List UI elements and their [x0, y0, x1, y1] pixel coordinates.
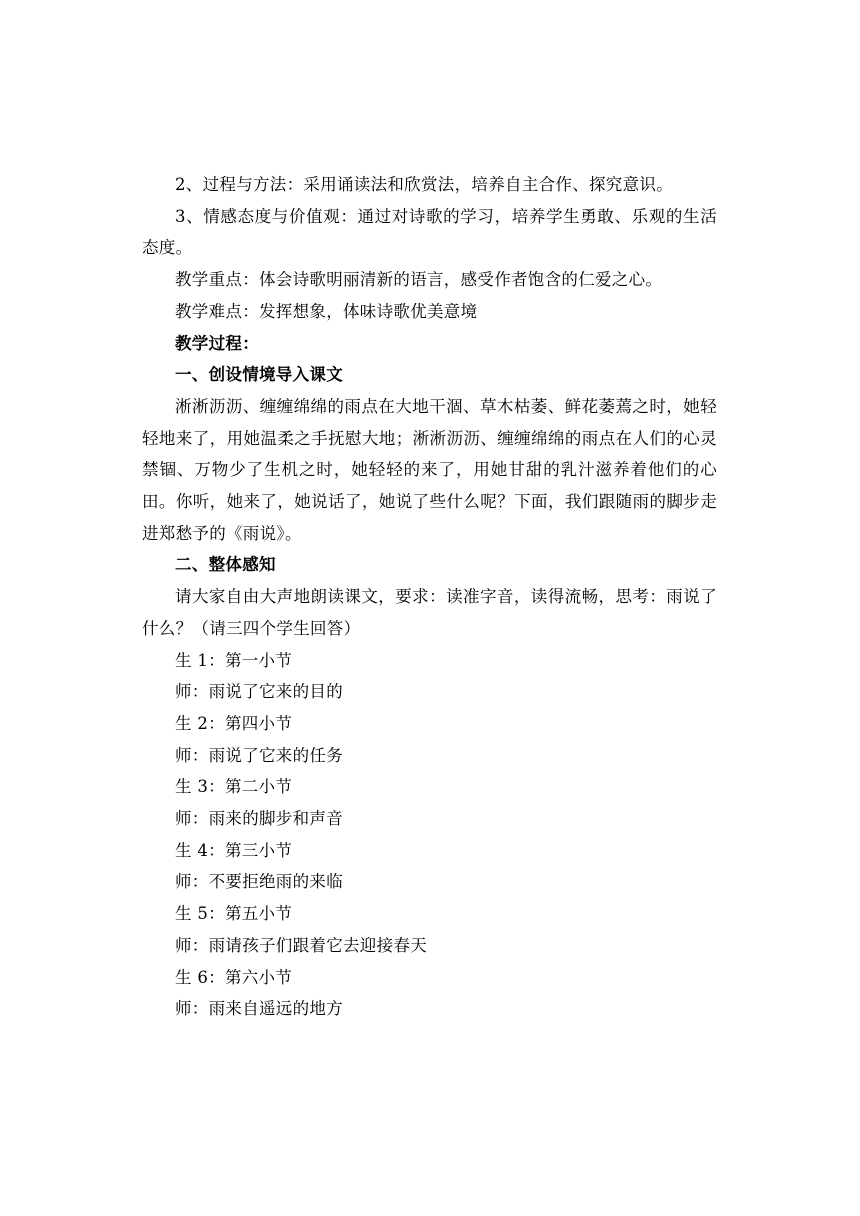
dialogue-line: 生 3：第二小节: [175, 777, 293, 797]
dialogue-line: 生 1：第一小节: [175, 650, 293, 670]
dialogue-line: 师：雨来自遥远的地方: [175, 999, 343, 1019]
dialogue-line: 师：雨请孩子们跟着它去迎接春天: [175, 935, 427, 955]
intro-paragraph: 淅淅沥沥、缠缠绵绵的雨点在大地干涸、草木枯萎、鲜花萎蔫之时，她轻轻地来了，用她温柔之手抚慰大地；淅淅沥沥、缠缠绵绵的雨点在人们的心灵禁锢、万物少了生机之时，她轻轻的来了，用她甘甜的乳汁滋养着他们的心田。你听，她来了，她说话了，她说了些什么呢？下面，我们跟随雨的脚步走进郑愁予的《雨说》。: [142, 396, 717, 543]
teaching-difficulty: 教学难点：发挥想象，体味诗歌优美意境: [175, 301, 478, 321]
dialogue-line: 师：不要拒绝雨的来临: [175, 872, 343, 892]
document-body: [142, 169, 717, 1025]
teaching-key-point: 教学重点：体会诗歌明丽清新的语言，感受作者饱含的仁爱之心。: [175, 270, 663, 290]
objective-emotion-values: 3、情感态度与价值观：通过对诗歌的学习，培养学生勇敢、乐观的生活态度。: [142, 206, 717, 258]
dialogue-line: 师：雨说了它来的目的: [175, 682, 343, 702]
heading-teaching-process: 教学过程：: [175, 333, 259, 353]
dialogue-line: 生 6：第六小节: [175, 967, 293, 987]
dialogue-line: 生 5：第五小节: [175, 904, 293, 924]
heading-section-2: 二、整体感知: [175, 555, 276, 575]
objective-process-method: 2、过程与方法：采用诵读法和欣赏法，培养自主合作、探究意识。: [175, 175, 673, 194]
heading-section-1: 一、创设情境导入课文: [175, 365, 343, 385]
dialogue-line: 生 4：第三小节: [175, 840, 293, 860]
dialogue-line: 生 2：第四小节: [175, 713, 293, 733]
dialogue-line: 师：雨来的脚步和声音: [175, 809, 343, 829]
dialogue-line: 师：雨说了它来的任务: [175, 745, 343, 765]
reading-instruction: 请大家自由大声地朗读课文，要求：读准字音，读得流畅，思考：雨说了什么？（请三四个学生回答）: [142, 587, 717, 638]
